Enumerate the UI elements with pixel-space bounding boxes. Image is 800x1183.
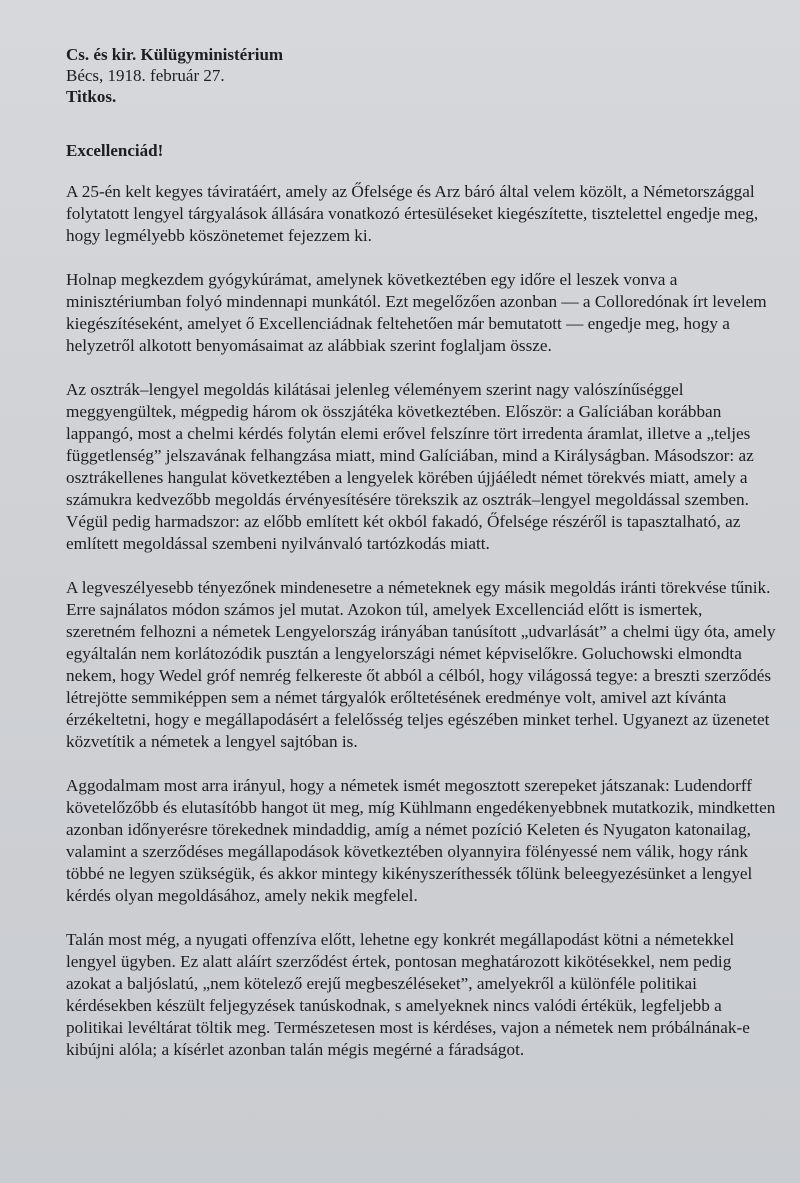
paragraph-4: A legveszélyesebb tényezőnek mindenesetre a németeknek egy másik megoldás iránti törekvése tűnik. Erre sajnálatos módon számos jel mutat. Azokon túl, amelyek Excellenciád előtt is ismertek, szeretném felhozni a németek Lengyelország irányában tanúsított „udvarlását” a chelmi ügy óta, amely egyáltalán nem korlátozódik pusztán a lengyelországi német képviselőkre. Goluchowski elmondta nekem, hogy Wedel gróf nemrég felkereste őt abból a célból, hogy világossá tegye: a breszti szerződés létrejötte semmiképpen sem a német tárgyalók erőltetésének eredménye volt, amivel azt kívánta érzékeltetni, hogy e megállapodásért a felelősség teljes egészében minket terhel. Ugyanezt az üzenetet közvetítik a németek a lengyel sajtóban is. bbox=[66, 578, 776, 751]
salutation: Excellenciád! bbox=[66, 141, 164, 160]
paragraph-2: Holnap megkezdem gyógykúrámat, amelynek következtében egy időre el leszek vonva a minisztériumban folyó mindennapi munkától. Ezt megelőzően azonban — a Colloredónak írt levelem kiegészítéseként, amelyet ő Excellenciádnak feltehetően már bemutatott — engedje meg, hogy a helyzetről alkotott benyomásaimat az alábbiak szerint foglaljam össze. bbox=[66, 270, 767, 355]
paragraph-3: Az osztrák–lengyel megoldás kilátásai jelenleg véleményem szerint nagy valószínűséggel meggyengültek, mégpedig három ok összjátéka következtében. Először: a Galíciában korábban lappangó, most a chelmi kérdés folytán elemi erővel felszínre tört irredenta áramlat, illetve a „teljes függetlenség” jelszavának felhangzása miatt, mind Galíciában, mind a Királyságban. Másodszor: az osztrákellenes hangulat következtében a lengyelek körében újjáéledt német törekvés miatt, amely a számukra kedvezőbb megoldás érvényesítésére törekszik az osztrák–lengyel megoldással szemben. Végül pedig harmadszor: az előbb említett két okból fakadó, Őfelsége részéről is tapasztalható, az említett megoldással szembeni nyilvánvaló tartózkodás miatt. bbox=[66, 380, 754, 553]
classification-label: Titkos. bbox=[66, 87, 117, 106]
paragraph-6: Talán most még, a nyugati offenzíva előtt, lehetne egy konkrét megállapodást kötni a németekkel lengyel ügyben. Ez alatt aláírt szerződést értek, pontosan meghatározott kikötésekkel, nem pedig azokat a baljóslatú, „nem kötelező erejű megbeszéléseket”, amelyekről a különféle politikai kérdésekben készült feljegyzések tanúskodnak, s amelyeknek nincs valódi értékük, legfeljebb a politikai levéltárat töltik meg. Természetesen most is kérdéses, vajon a németek nem próbálnának-e kibújni alóla; a kísérlet azonban talán mégis megérné a fáradságot. bbox=[66, 930, 750, 1059]
paragraph-1: A 25-én kelt kegyes táviratáért, amely az Őfelsége és Arz báró által velem közölt, a Németországgal folytatott lengyel tárgyalások állására vonatkozó értesüléseket kiegészítette, tisztelettel engedje meg, hogy legmélyebb köszönetemet fejezzem ki. bbox=[66, 182, 759, 245]
place-date: Bécs, 1918. február 27. bbox=[66, 66, 225, 85]
paragraph-5: Aggodalmam most arra irányul, hogy a németek ismét megosztott szerepeket játszanak: Ludendorff követelőzőbb és elutasítóbb hangot üt meg, míg Kühlmann engedékenyebbnek mutatkozik, mindketten azonban időnyerésre törekednek mindaddig, amíg a német pozíció Keleten és Nyugaton katonailag, valamint a szerződéses megállapodások következtében olyannyira fölényessé nem válik, hogy ránk többé ne legyen szükségük, és akkor mintegy kikényszeríthessék tőlünk beleegyezésünket a lengyel kérdés olyan megoldásához, amely nekik megfelel. bbox=[66, 776, 776, 905]
ministry-heading: Cs. és kir. Külügyministérium bbox=[66, 45, 284, 64]
